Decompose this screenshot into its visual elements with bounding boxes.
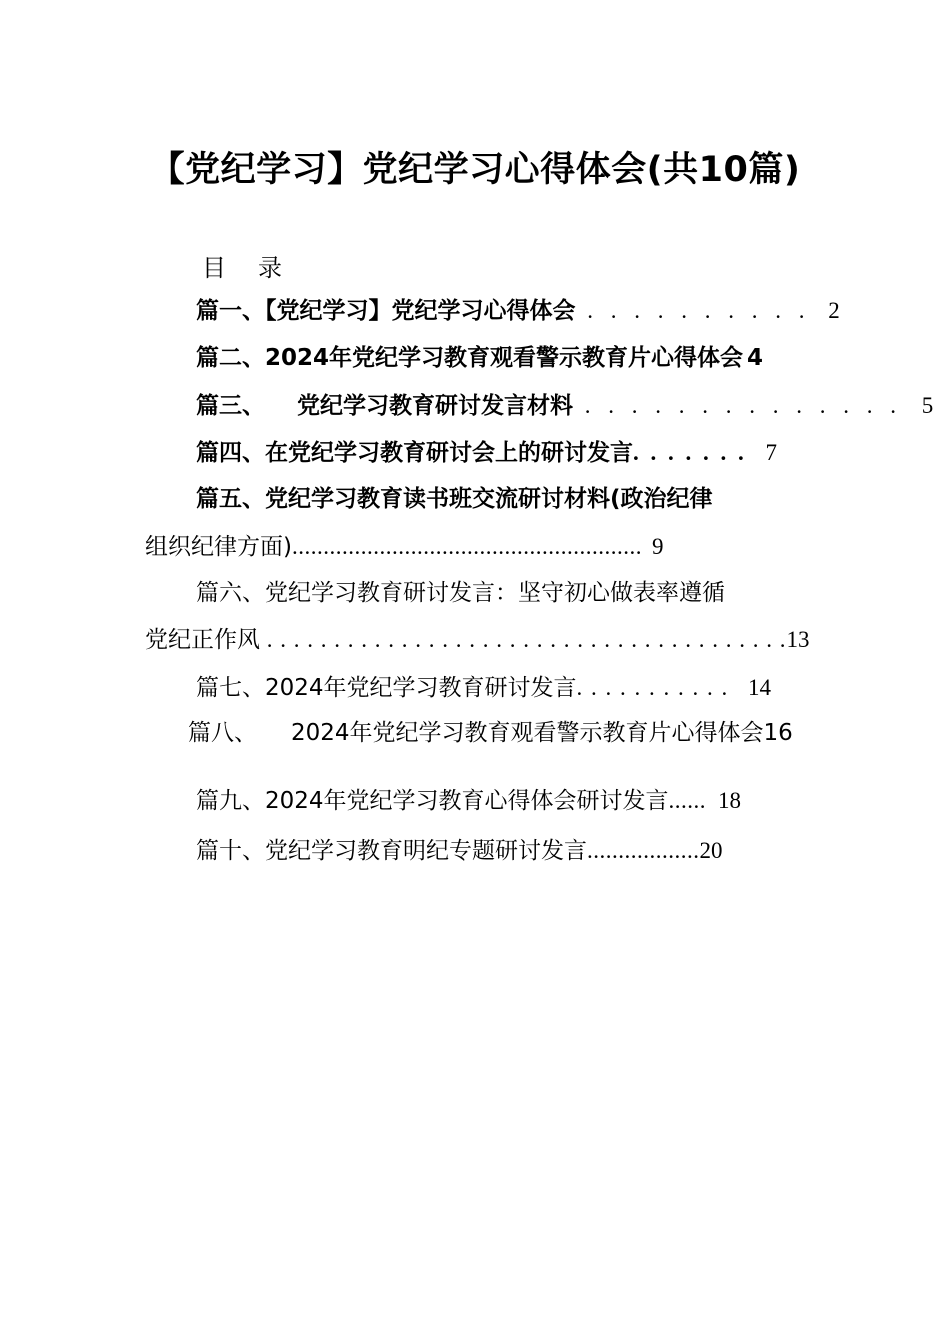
toc-entry-label: 篇十、党纪学习教育明纪专题研讨发言: [196, 838, 587, 864]
toc-entry-6[interactable]: [196, 578, 725, 608]
toc-leader-dots: . . . . . . . . . .: [575, 298, 823, 323]
toc-entry-label: 篇三、: [196, 393, 265, 419]
toc-leader-dots: ......: [668, 788, 707, 813]
toc-page-number: 13: [786, 627, 810, 652]
toc-entry-1[interactable]: [196, 296, 840, 326]
toc-leader-dots: . . . . . . .: [633, 440, 756, 465]
toc-page-number: 9: [651, 534, 664, 559]
toc-entry-5[interactable]: [196, 484, 713, 514]
toc-page-number: 5: [921, 393, 934, 418]
toc-entry-10[interactable]: [196, 836, 723, 866]
toc-entry-label-part-2: 党纪学习教育研讨发言材料: [297, 393, 573, 419]
toc-entry-label: 篇六、党纪学习教育研讨发言：坚守初心做表率遵循: [196, 580, 725, 606]
toc-entry-3[interactable]: [196, 391, 933, 421]
toc-page-number: 4: [747, 345, 764, 371]
toc-leader-dots: . . . . . . . . . . . . . . . . . . . . . . . . . . . . . . . . . . . . . . .: [260, 627, 787, 652]
toc-entry-label-part-2: 2024年党纪学习教育观看警示教育片心得体会: [291, 720, 764, 746]
toc-entry-7[interactable]: [196, 673, 771, 703]
toc-entry-9[interactable]: [196, 786, 741, 816]
toc-leader-dots: . . . . . . . . . . . . . .: [573, 393, 914, 418]
toc-page-number: 18: [718, 788, 742, 813]
toc-page-number: 20: [699, 838, 723, 863]
toc-page-number: 16: [763, 720, 793, 746]
toc-entry-label: 篇一、【党纪学习】党纪学习心得体会: [196, 298, 576, 324]
toc-heading: [202, 248, 282, 283]
toc-entry-8[interactable]: [188, 718, 793, 748]
toc-entry-5-continuation[interactable]: [145, 532, 663, 562]
toc-page-number: 2: [828, 298, 840, 323]
toc-leader-dots: ..................: [587, 838, 700, 863]
toc-entry-label: 篇八、: [188, 720, 257, 746]
toc-heading-char-1: 目: [202, 254, 226, 282]
toc-entry-label: 篇五、党纪学习教育读书班交流研讨材料(政治纪律: [196, 486, 713, 512]
toc-entry-label: 篇二、2024年党纪学习教育观看警示教育片心得体会: [196, 345, 744, 371]
toc-page-number: 7: [765, 440, 777, 465]
toc-entry-label-continuation: 组织纪律方面): [145, 534, 292, 560]
toc-entry-4[interactable]: [196, 438, 777, 468]
document-title: 【党纪学习】党纪学习心得体会(共10篇): [149, 150, 801, 190]
toc-heading-char-2: 录: [258, 254, 282, 282]
toc-entry-label-continuation: 党纪正作风: [145, 627, 260, 653]
toc-leader-dots: . . . . . . . . . . .: [576, 675, 737, 700]
toc-entry-label: 篇九、2024年党纪学习教育心得体会研讨发言: [196, 788, 669, 814]
toc-page-number: 14: [748, 675, 772, 700]
toc-entry-label: 篇四、在党纪学习教育研讨会上的研讨发言: [196, 440, 633, 466]
toc-leader-dots: ........................................................: [291, 534, 642, 559]
toc-entry-2[interactable]: [196, 343, 763, 373]
toc-entry-label: 篇七、2024年党纪学习教育研讨发言: [196, 675, 577, 701]
toc-entry-6-continuation[interactable]: [145, 625, 810, 655]
